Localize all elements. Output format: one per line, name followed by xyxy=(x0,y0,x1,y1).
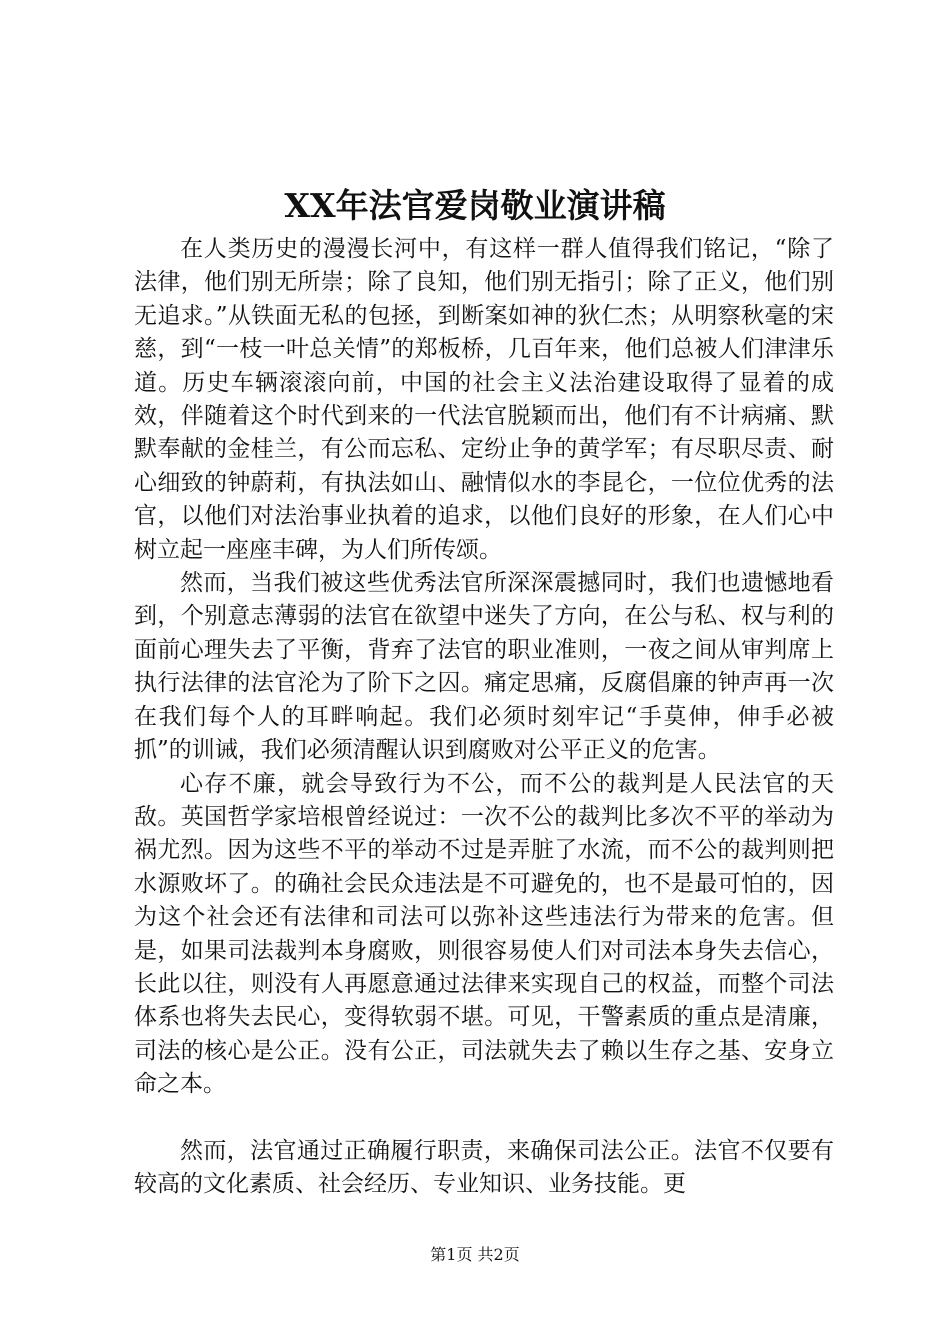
paragraph-4: 然而，法官通过正确履行职责，来确保司法公正。法官不仅要有较高的文化素质、社会经历、专业知识、业务技能。更 xyxy=(134,1137,834,1197)
document-title: XX年法官爱岗敬业演讲稿 xyxy=(284,186,666,225)
page-footer: 第1页 共2页 xyxy=(430,1245,520,1264)
paragraph-1: 在人类历史的漫漫长河中，有这样一群人值得我们铭记，“除了法律，他们别无所崇；除了良知，他们别无指引；除了正义，他们别无追求。”从铁面无私的包拯，到断案如神的狄仁杰；从明察秋毫的宋慈，到“一枝一叶总关情”的郑板桥，几百年来，他们总被人们津津乐道。历史车辆滚滚向前，中国的社会主义法治建设取得了显着的成效，伴随着这个时代到来的一代法官脱颖而出，他们有不计病痛、默默奉献的金桂兰，有公而忘私、定纷止争的黄学军；有尽职尽责、耐心细致的钟蔚莉，有执法如山、融情似水的李昆仑，一位位优秀的法官，以他们对法治事业执着的追求，以他们良好的形象，在人们心中树立起一座座丰碑，为人们所传颂。 xyxy=(134,236,834,563)
paragraph-2: 然而，当我们被这些优秀法官所深深震撼同时，我们也遗憾地看到，个别意志薄弱的法官在欲望中迷失了方向，在公与私、权与利的面前心理失去了平衡，背弃了法官的职业准则，一夜之间从审判席上执行法律的法官沦为了阶下之囚。痛定思痛，反腐倡廉的钟声再一次在我们每个人的耳畔响起。我们必须时刻牢记“手莫伸，伸手必被抓”的训诫，我们必须清醒认识到腐败对公平正义的危害。 xyxy=(134,570,834,764)
paragraph-3: 心存不廉，就会导致行为不公，而不公的裁判是人民法官的天敌。英国哲学家培根曾经说过：一次不公的裁判比多次不平的举动为祸尤烈。因为这些不平的举动不过是弄脏了水流，而不公的裁判则把水源败坏了。的确社会民众违法是不可避免的，也不是最可怕的，因为这个社会还有法律和司法可以弥补这些违法行为带来的危害。但是，如果司法裁判本身腐败，则很容易使人们对司法本身失去信心，长此以往，则没有人再愿意通过法律来实现自己的权益，而整个司法体系也将失去民心，变得软弱不堪。可见，干警素质的重点是清廉，司法的核心是公正。没有公正，司法就失去了赖以生存之基、安身立命之本。 xyxy=(134,770,834,1098)
document-body xyxy=(134,233,834,1201)
